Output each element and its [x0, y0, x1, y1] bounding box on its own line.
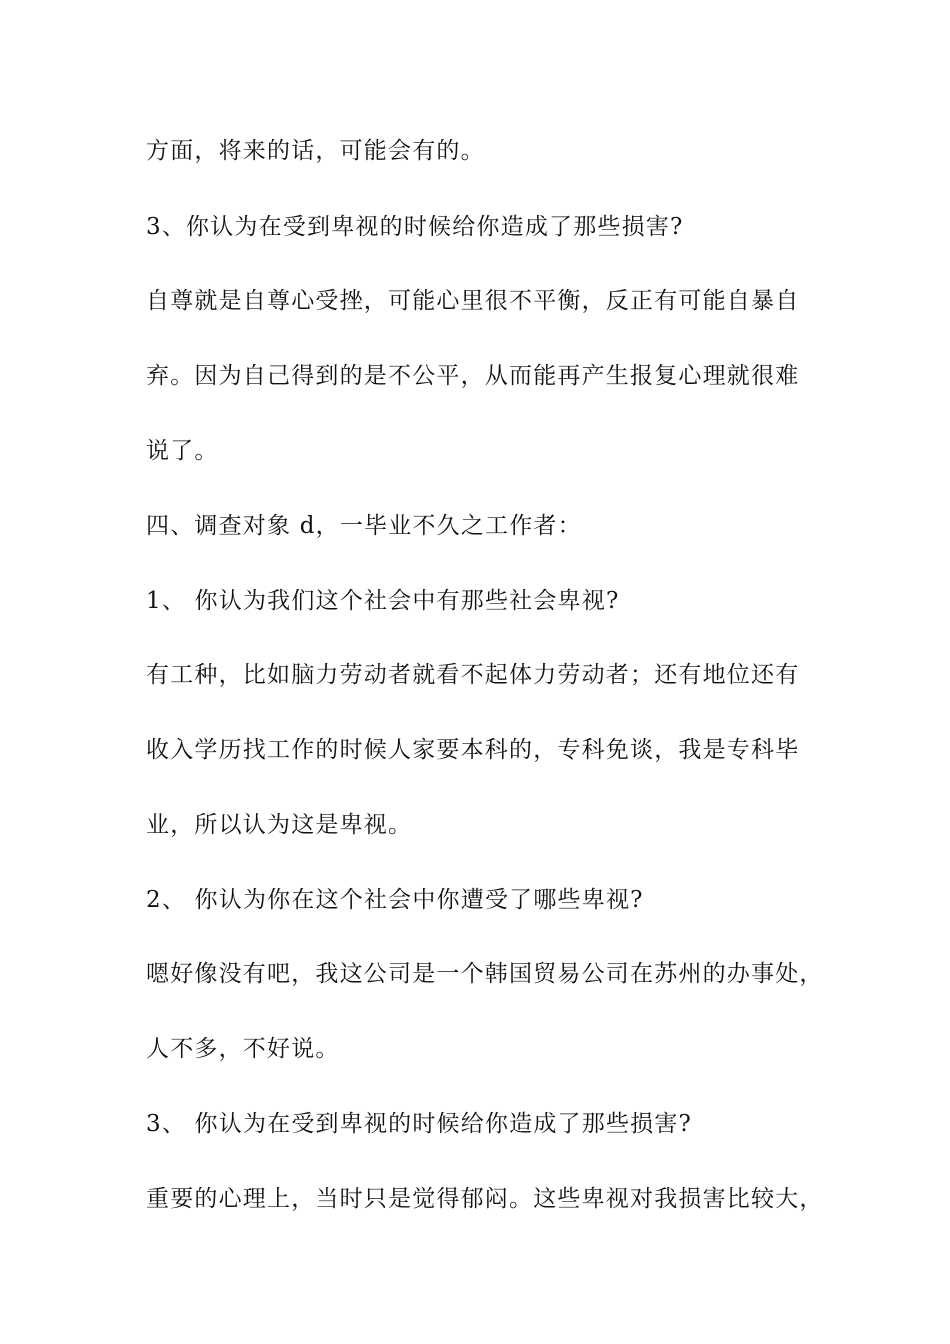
text-line: 重要的心理上，当时只是觉得郁闷。这些卑视对我损害比较大，: [146, 1186, 824, 1212]
question-line: 3、你认为在受到卑视的时候给你造成了那些损害?: [146, 214, 684, 240]
text-line: 业，所以认为这是卑视。: [146, 812, 413, 838]
text-line: 收入学历找工作的时候人家要本科的，专科免谈，我是专科毕: [146, 737, 800, 763]
text-line: 人不多，不好说。: [146, 1036, 340, 1062]
question-line: 1、 你认为我们这个社会中有那些社会卑视?: [146, 588, 620, 614]
question-line: 2、 你认为你在这个社会中你遭受了哪些卑视?: [146, 887, 644, 913]
text-line: 自尊就是自尊心受挫，可能心里很不平衡，反正有可能自暴自: [146, 288, 800, 314]
text-line: 弃。因为自己得到的是不公平，从而能再产生报复心理就很难: [146, 363, 800, 389]
section-heading: 四、调查对象 d，一毕业不久之工作者：: [146, 513, 582, 539]
text-line: 方面，将来的话，可能会有的。: [146, 138, 485, 164]
text-line: 说了。: [146, 438, 219, 464]
text-line: 有工种，比如脑力劳动者就看不起体力劳动者；还有地位还有: [146, 662, 800, 688]
text-line: 嗯好像没有吧，我这公司是一个韩国贸易公司在苏州的办事处，: [146, 961, 824, 987]
question-line: 3、 你认为在受到卑视的时候给你造成了那些损害?: [146, 1111, 693, 1137]
